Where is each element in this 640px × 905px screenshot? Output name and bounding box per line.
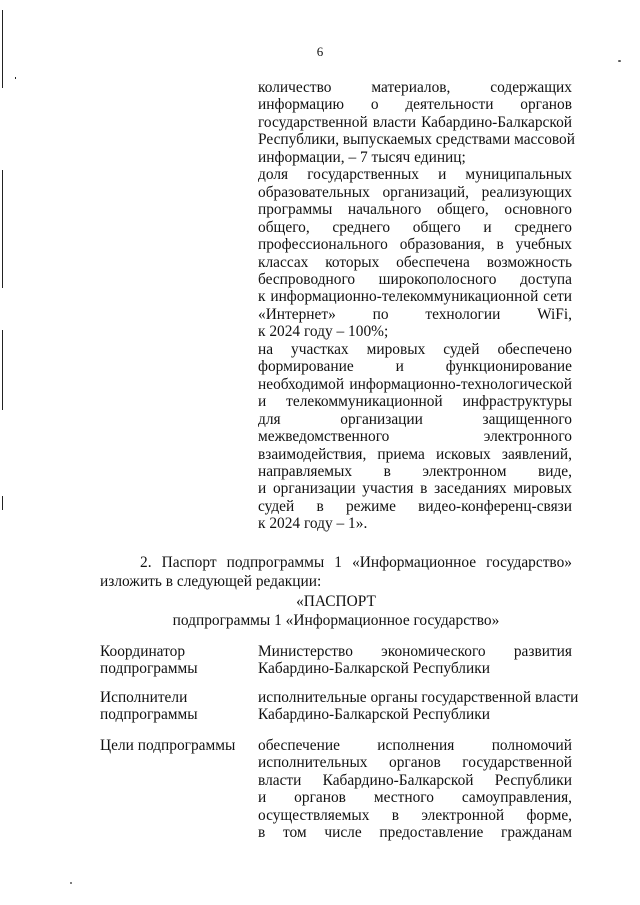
value-line: Кабардино-Балкарской Республики <box>258 706 490 724</box>
value-line: обеспечение исполнения полномочий <box>258 737 572 754</box>
label-line: Координатор <box>100 643 186 660</box>
text-line: доля государственных и муниципальных <box>258 166 572 184</box>
passport-subtitle: подпрограммы 1 «Информационное государство» <box>172 612 500 629</box>
passport-title: «ПАСПОРТ <box>296 593 376 610</box>
text-line: к 2024 году – 1». <box>258 515 368 533</box>
target-indicators-list <box>258 79 575 533</box>
text-line: и организации участия в заседаниях мировых <box>258 480 572 498</box>
text-line: и телекоммуникационной инфраструктуры <box>258 393 572 411</box>
scan-edge-mark <box>2 496 3 510</box>
text-line: общего, среднего общего и среднего <box>258 218 572 236</box>
text-line: необходимой информационно-технологической <box>258 375 572 393</box>
label-line: Исполнители <box>100 689 188 706</box>
text-line: количество материалов, содержащих <box>258 79 572 96</box>
passport-row-label <box>100 689 250 724</box>
value-line: Кабардино-Балкарской Республики <box>258 660 490 678</box>
text-line: классах которых обеспечена возможность <box>258 253 572 271</box>
label-line: Цели подпрограммы <box>100 737 236 754</box>
value-line: исполнительных органов государственной <box>258 754 572 772</box>
value-line: власти Кабардино-Балкарской Республики <box>258 771 572 789</box>
text-line: на участках мировых судей обеспечено <box>258 340 572 358</box>
text-line: судей в режиме видео-конференц-связи <box>258 497 572 515</box>
text-line: для организации защищенного <box>258 410 572 428</box>
label-line: подпрограммы <box>100 660 198 678</box>
passport-row-value <box>258 643 572 678</box>
scan-edge-mark <box>2 170 3 288</box>
passport-row-value <box>258 737 572 842</box>
text-line: формирование и функционирование <box>258 358 572 376</box>
passport-heading <box>100 592 572 630</box>
scan-speck <box>618 60 621 62</box>
text-line: направляемых в электронном виде, <box>258 462 572 480</box>
text-line: к 2024 году – 100%; <box>258 323 389 341</box>
text-line: 2. Паспорт подпрограммы 1 «Информационное государство» <box>140 554 572 571</box>
text-line: взаимодействия, приема исковых заявлений, <box>258 445 572 463</box>
value-line: исполнительные органы государственной власти <box>258 689 579 706</box>
text-line: профессионального образования, в учебных <box>258 236 572 254</box>
text-line: информацию о деятельности органов <box>258 96 572 114</box>
value-line: осуществляемых в электронной форме, <box>258 806 572 824</box>
scan-edge-mark <box>2 330 3 410</box>
page-number: 6 <box>316 44 324 59</box>
scan-speck <box>70 882 72 884</box>
text-line: к информационно-телекоммуникационной сети <box>258 288 572 306</box>
text-line: государственной власти Кабардино-Балкарской <box>258 113 572 131</box>
scan-edge-mark <box>15 77 16 79</box>
value-line: в том числе предоставление гражданам <box>258 824 572 842</box>
passport-row-label <box>100 643 250 678</box>
text-line: программы начального общего, основного <box>258 201 572 219</box>
indicator-item <box>258 341 572 533</box>
text-line: информации, – 7 тысяч единиц; <box>258 148 466 166</box>
amendment-paragraph <box>100 553 572 591</box>
passport-row-label <box>100 737 250 754</box>
value-line: Министерство экономического развития <box>258 643 572 660</box>
text-line: изложить в следующей редакции: <box>100 573 322 590</box>
text-line: «Интернет» по технологии WiFi, <box>258 305 572 323</box>
value-line: и органов местного самоуправления, <box>258 789 572 807</box>
text-line: образовательных организаций, реализующих <box>258 183 572 201</box>
indicator-item <box>258 79 575 166</box>
passport-row-value <box>258 689 579 724</box>
text-line: межведомственного электронного <box>258 428 572 446</box>
text-line: Республики, выпускаемых средствами массовой <box>258 131 575 149</box>
label-line: подпрограммы <box>100 706 198 724</box>
indicator-item <box>258 166 572 341</box>
text-line: беспроводного широкополосного доступа <box>258 270 572 288</box>
